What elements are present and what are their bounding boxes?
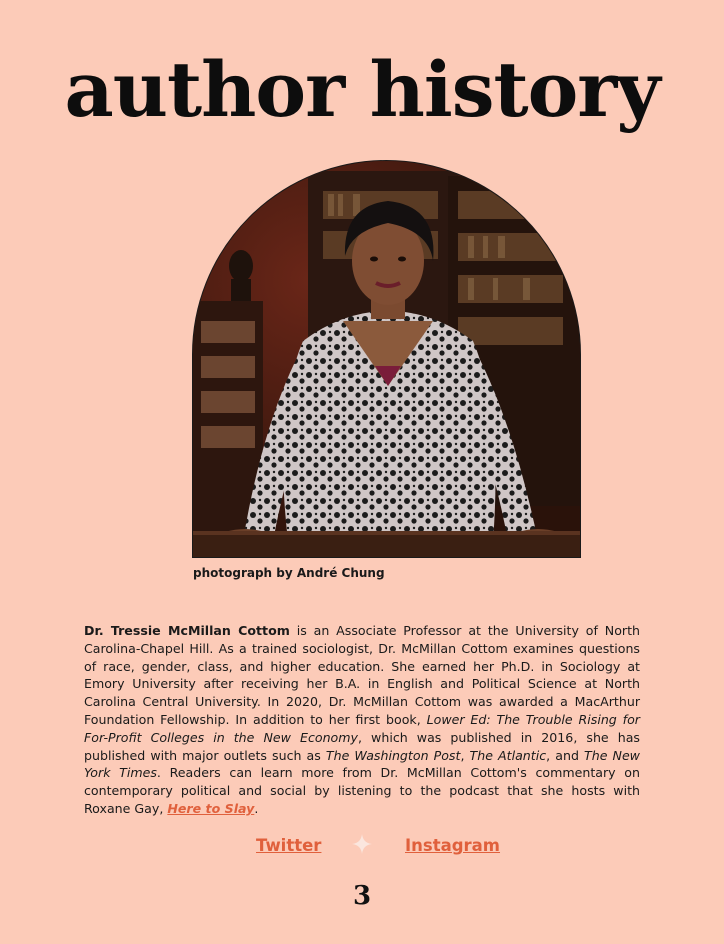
bio-text: , which was published in 2016, she has published with major outlets such as [84,729,640,763]
bio-text: , [460,747,470,763]
author-photo [192,160,581,558]
author-name: Dr. Tressie McMillan Cottom [84,623,290,638]
twitter-link[interactable]: Twitter [256,836,322,855]
page-number: 3 [352,881,372,911]
bio-text: . Readers can learn more from Dr. McMillan Cottom's commentary on contemporary political and social by listening to the podcast that she hosts with Roxane Gay, [84,765,640,816]
podcast-link[interactable]: Here to Slay [167,800,255,816]
bio-text: , and [546,747,585,763]
bio-text: is an Associate Professor at the University of North Carolina-Chapel Hill. As a trained sociologist, Dr. McMillan Cottom examines questions of race, gender, class, and higher education. She earned her Ph.D. in Sociology at Emory University after receiving her B.A. in English and Political Science at North Carolina Central University. In 2020, Dr. McMillan Cottom was awarded a MacArthur Foundation Fellowship. In addition to her first book, [84,623,640,727]
bio-text: . [254,800,259,816]
sparkle-icon [352,834,372,854]
page-title: author history [64,45,660,134]
outlet-name: The Washington Post [325,747,461,763]
author-bio [84,622,640,818]
photo-caption: photograph by André Chung [193,566,385,580]
outlet-name: The New York Times [84,747,640,781]
instagram-link[interactable]: Instagram [405,836,501,855]
book-title: Lower Ed: The Trouble Rising for For-Profit Colleges in the New Economy [84,711,640,745]
outlet-name: The Atlantic [469,747,547,763]
